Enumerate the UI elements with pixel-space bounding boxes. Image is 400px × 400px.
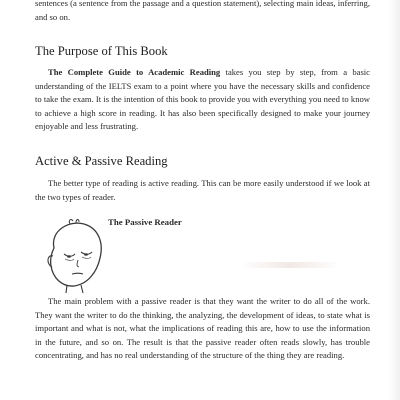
active-passive-paragraph: The better type of reading is active reading. This can be more easily understood if we look at the two types of reader. xyxy=(35,178,370,202)
section-heading-active-passive: Active & Passive Reading xyxy=(35,154,168,168)
page-edge-shadow xyxy=(388,0,400,400)
sleepy-face-icon xyxy=(40,218,112,294)
figure-caption: The Passive Reader xyxy=(108,217,182,227)
intro-paragraph: sentences (a sentence from the passage and a question statement), selecting main ideas, inferring, and so on. xyxy=(35,0,370,22)
purpose-paragraph xyxy=(35,66,370,134)
passive-reader-paragraph: The main problem with a passive reader is that they want the writer to do all of the work. They want the writer to do the thinking, the analyzing, the development of ideas, to state what is important and what is not, what the implications of reading this are, how to use the information in the future, and so on. The result is that the passive reader often reads slowly, has trouble concentrating, and has no real understanding of the structure of the thing they are reading. xyxy=(35,296,370,360)
book-title: The Complete Guide to Academic Reading xyxy=(48,67,221,77)
section-heading-purpose: The Purpose of This Book xyxy=(35,44,168,58)
purpose-body: takes you step by step, from a basic understanding of the IELTS exam to a point where you have the necessary skills and confidence to take the exam. It is the intention of this book to provide you with everything you need to know to achieve a high score in reading. It has also been specifically designed to make your journey enjoyable and less frustrating. xyxy=(35,67,370,131)
faint-page-mark xyxy=(240,262,340,268)
